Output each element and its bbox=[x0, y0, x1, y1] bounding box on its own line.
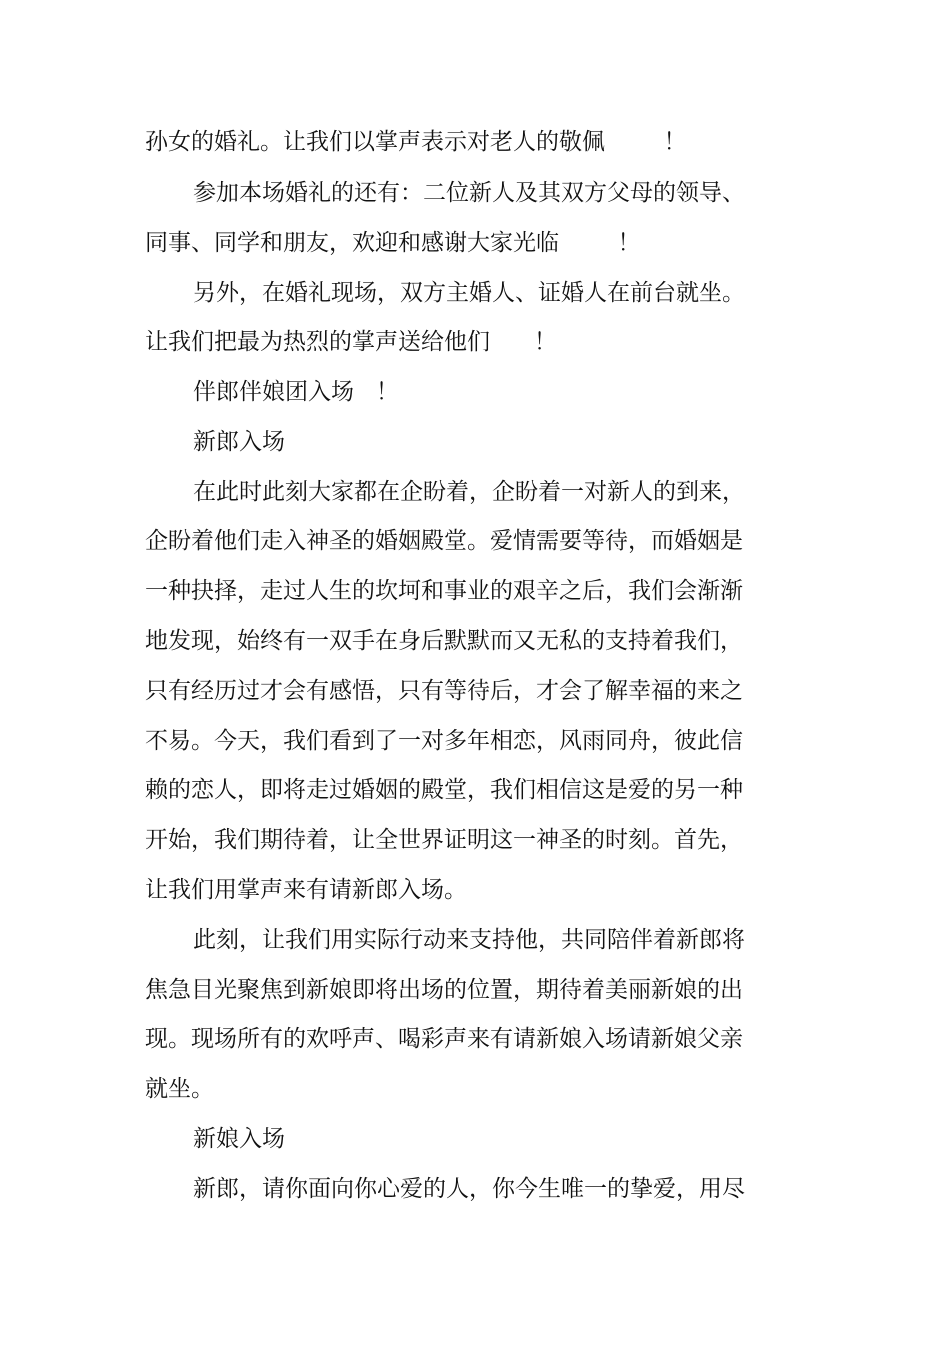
text-line: 焦急目光聚焦到新娘即将出场的位置，期待着美丽新娘的出 bbox=[145, 977, 743, 1003]
text-line: 此刻，让我们用实际行动来支持他，共同陪伴着新郎将 bbox=[193, 927, 745, 953]
text-line: 企盼着他们走入神圣的婚姻殿堂。爱情需要等待，而婚姻是 bbox=[145, 528, 743, 554]
text-line: 让我们用掌声来有请新郎入场。 bbox=[145, 877, 467, 903]
text-line: 一种抉择，走过人生的坎坷和事业的艰辛之后，我们会渐渐 bbox=[145, 578, 743, 604]
text-line: 让我们把最为热烈的掌声送给他们 ！ bbox=[145, 329, 557, 355]
text-line: 同事、同学和朋友，欢迎和感谢大家光临 ！ bbox=[145, 230, 641, 256]
text-line: 孙女的婚礼。让我们以掌声表示对老人的敬佩 ！ bbox=[145, 129, 687, 155]
text-line: 赖的恋人，即将走过婚姻的殿堂，我们相信这是爱的另一种 bbox=[145, 777, 743, 803]
section-heading: 伴郎伴娘团入场 ！ bbox=[193, 379, 399, 405]
text-line: 新郎，请你面向你心爱的人，你今生唯一的挚爱，用尽 bbox=[193, 1176, 745, 1202]
text-line: 只有经历过才会有感悟，只有等待后，才会了解幸福的来之 bbox=[145, 678, 743, 704]
text-line: 在此时此刻大家都在企盼着，企盼着一对新人的到来， bbox=[193, 479, 745, 505]
section-heading: 新娘入场 bbox=[193, 1126, 285, 1152]
text-line: 开始，我们期待着，让全世界证明这一神圣的时刻。首先， bbox=[145, 827, 743, 853]
text-line: 参加本场婚礼的还有：二位新人及其双方父母的领导、 bbox=[193, 180, 745, 206]
text-line: 另外，在婚礼现场，双方主婚人、证婚人在前台就坐。 bbox=[193, 280, 745, 306]
text-line: 不易。今天，我们看到了一对多年相恋，风雨同舟，彼此信 bbox=[145, 728, 743, 754]
text-line: 现。现场所有的欢呼声、喝彩声来有请新娘入场请新娘父亲 bbox=[145, 1026, 743, 1052]
section-heading: 新郎入场 bbox=[193, 429, 285, 455]
text-line: 地发现，始终有一双手在身后默默而又无私的支持着我们， bbox=[145, 628, 743, 654]
text-line: 就坐。 bbox=[145, 1076, 214, 1102]
